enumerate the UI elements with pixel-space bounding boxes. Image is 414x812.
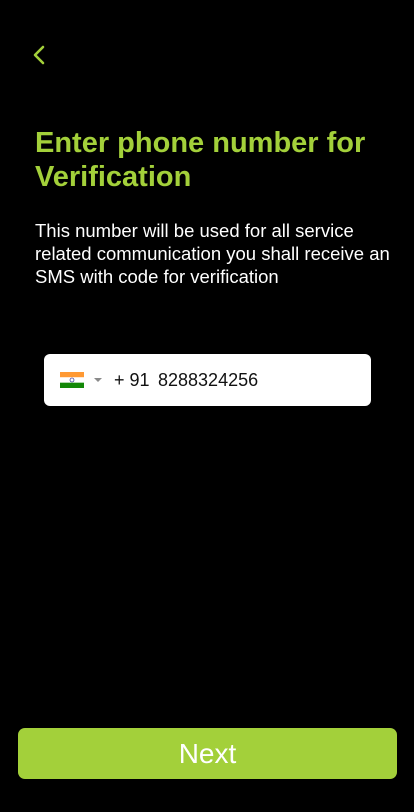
- page-title: Enter phone number for Verification: [35, 127, 366, 193]
- phone-number-input[interactable]: [158, 368, 358, 392]
- chevron-left-icon: [32, 44, 46, 66]
- next-button[interactable]: Next: [18, 728, 397, 779]
- back-button[interactable]: [26, 40, 52, 70]
- page-description: This number will be used for all service related communication you shall receive an SMS with code for verification: [35, 220, 390, 287]
- phone-field: [44, 354, 371, 406]
- dial-code: + 91: [114, 370, 150, 390]
- chevron-down-icon: [94, 378, 102, 382]
- india-flag-icon: [60, 372, 84, 388]
